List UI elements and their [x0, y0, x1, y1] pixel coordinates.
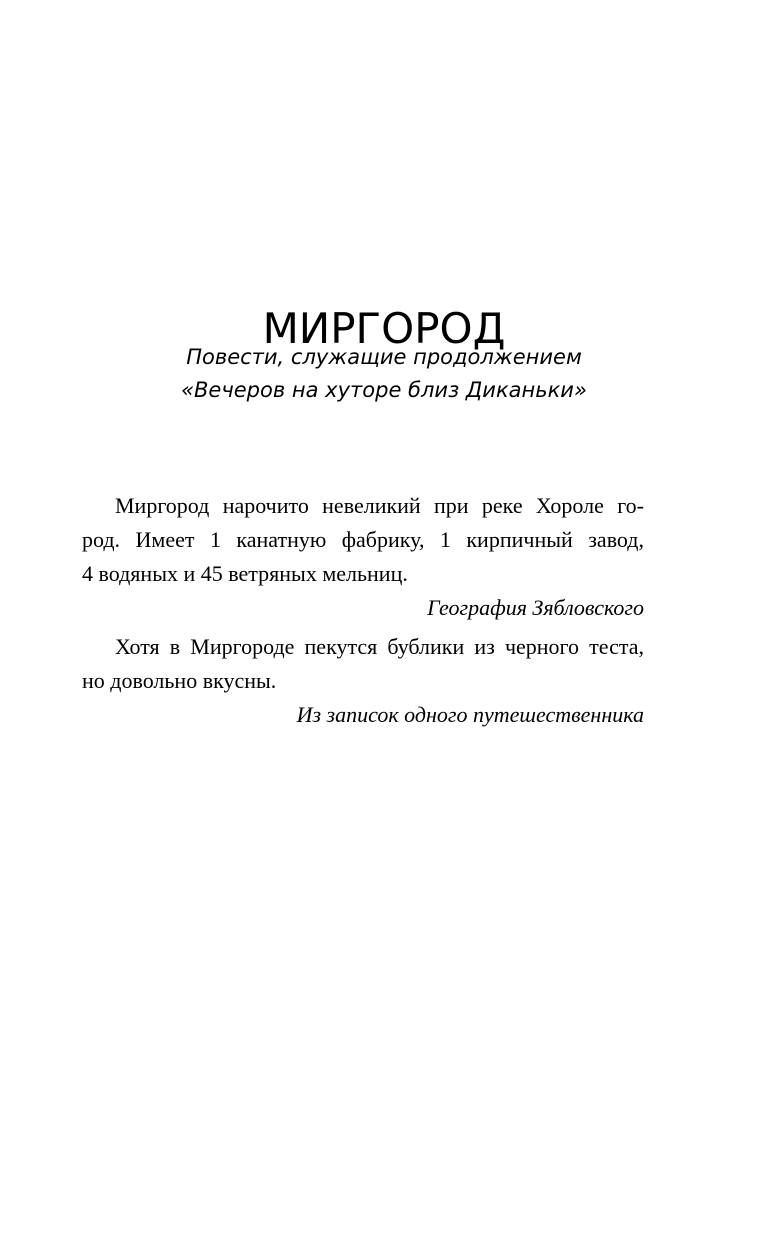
epigraph-line: но довольно вкусны.	[82, 668, 277, 693]
epigraph-line: Хотя в Миргороде пекутся бублики из черного теста,	[115, 634, 644, 659]
epigraph-line: Миргород нарочито невеликий при реке Хороле го-	[115, 493, 644, 518]
epigraph-source: Из записок одного путешественника	[296, 702, 644, 727]
epigraph-line: 4 водяных и 45 ветряных мельниц.	[82, 561, 408, 586]
epigraph-line: род. Имеет 1 канатную фабрику, 1 кирпичный завод,	[82, 527, 644, 552]
subtitle-line: «Вечеров на хуторе близ Диканьки»	[181, 378, 587, 402]
subtitle-line: Повести, служащие продолжением	[186, 345, 582, 369]
page-title: МИРГОРОД	[262, 304, 506, 354]
epigraph-source: География Зябловского	[427, 595, 644, 620]
epigraph	[82, 489, 644, 625]
epigraph	[82, 630, 644, 732]
subtitle	[0, 341, 768, 407]
